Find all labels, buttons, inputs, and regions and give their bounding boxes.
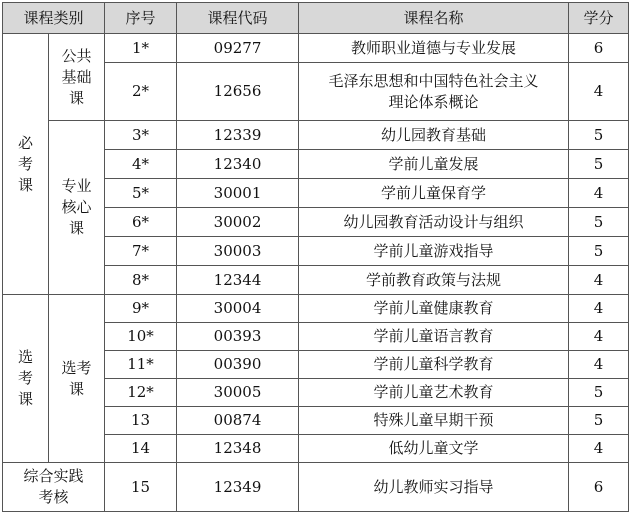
cell-name: 学前儿童发展 xyxy=(299,150,569,179)
header-category: 课程类别 xyxy=(3,3,105,34)
cell-code: 09277 xyxy=(177,34,299,63)
cell-seq: 6* xyxy=(105,208,177,237)
cell-code: 30002 xyxy=(177,208,299,237)
cell-credit: 5 xyxy=(569,379,629,407)
cell-seq: 4* xyxy=(105,150,177,179)
table-row xyxy=(3,34,629,63)
cell-code: 12340 xyxy=(177,150,299,179)
cell-seq: 2* xyxy=(105,63,177,121)
group-elective-label: 选 考 课 xyxy=(17,348,33,408)
cell-code: 30005 xyxy=(177,379,299,407)
cell-code: 12656 xyxy=(177,63,299,121)
curriculum-table xyxy=(2,2,629,512)
cell-credit: 4 xyxy=(569,323,629,351)
cell-seq: 12* xyxy=(105,379,177,407)
cell-seq: 3* xyxy=(105,121,177,150)
cell-credit: 4 xyxy=(569,295,629,323)
cell-credit: 4 xyxy=(569,63,629,121)
cell-name: 低幼儿童文学 xyxy=(299,435,569,463)
cell-seq: 15 xyxy=(105,463,177,512)
cell-name: 学前儿童健康教育 xyxy=(299,295,569,323)
table-row xyxy=(3,121,629,150)
cell-name: 教师职业道德与专业发展 xyxy=(299,34,569,63)
table-row xyxy=(3,295,629,323)
cell-name: 特殊儿童早期干预 xyxy=(299,407,569,435)
cell-code: 30004 xyxy=(177,295,299,323)
header-seq: 序号 xyxy=(105,3,177,34)
cell-code: 00390 xyxy=(177,351,299,379)
cell-name-text: 毛泽东思想和中国特色社会主义 理论体系概论 xyxy=(328,71,539,111)
group-public-basic-label: 公共 基础 课 xyxy=(61,46,92,107)
group-practice xyxy=(3,463,105,512)
cell-code: 12349 xyxy=(177,463,299,512)
group-public-basic xyxy=(49,34,105,121)
cell-credit: 5 xyxy=(569,150,629,179)
cell-name: 幼儿教师实习指导 xyxy=(299,463,569,512)
header-code: 课程代码 xyxy=(177,3,299,34)
header-credit: 学分 xyxy=(569,3,629,34)
group-professional-core xyxy=(49,121,105,295)
cell-seq: 5* xyxy=(105,179,177,208)
cell-credit: 4 xyxy=(569,179,629,208)
table-row xyxy=(3,463,629,512)
cell-code: 12344 xyxy=(177,266,299,295)
cell-credit: 6 xyxy=(569,34,629,63)
cell-name: 幼儿园教育基础 xyxy=(299,121,569,150)
cell-code: 12348 xyxy=(177,435,299,463)
cell-name: 学前教育政策与法规 xyxy=(299,266,569,295)
group-elective xyxy=(3,295,49,463)
cell-name: 学前儿童游戏指导 xyxy=(299,237,569,266)
group-required xyxy=(3,34,49,295)
cell-code: 30003 xyxy=(177,237,299,266)
cell-credit: 6 xyxy=(569,463,629,512)
group-elective-sub xyxy=(49,295,105,463)
cell-name xyxy=(299,63,569,121)
header-name: 课程名称 xyxy=(299,3,569,34)
group-required-label: 必 考 课 xyxy=(17,133,33,194)
cell-code: 00874 xyxy=(177,407,299,435)
group-professional-core-label: 专业 核心 课 xyxy=(61,177,92,237)
cell-code: 12339 xyxy=(177,121,299,150)
cell-seq: 7* xyxy=(105,237,177,266)
group-practice-label: 综合实践 考核 xyxy=(23,467,84,506)
cell-credit: 5 xyxy=(569,237,629,266)
cell-seq: 10* xyxy=(105,323,177,351)
cell-credit: 4 xyxy=(569,435,629,463)
cell-seq: 1* xyxy=(105,34,177,63)
cell-credit: 5 xyxy=(569,407,629,435)
cell-name: 学前儿童艺术教育 xyxy=(299,379,569,407)
header-row xyxy=(3,3,629,34)
cell-seq: 8* xyxy=(105,266,177,295)
cell-code: 30001 xyxy=(177,179,299,208)
group-elective-sub-label: 选考 课 xyxy=(61,358,92,398)
cell-name: 幼儿园教育活动设计与组织 xyxy=(299,208,569,237)
cell-credit: 4 xyxy=(569,266,629,295)
cell-name: 学前儿童科学教育 xyxy=(299,351,569,379)
cell-seq: 14 xyxy=(105,435,177,463)
cell-credit: 4 xyxy=(569,351,629,379)
cell-name: 学前儿童保育学 xyxy=(299,179,569,208)
cell-seq: 9* xyxy=(105,295,177,323)
cell-seq: 11* xyxy=(105,351,177,379)
cell-seq: 13 xyxy=(105,407,177,435)
cell-name: 学前儿童语言教育 xyxy=(299,323,569,351)
cell-credit: 5 xyxy=(569,208,629,237)
cell-code: 00393 xyxy=(177,323,299,351)
cell-credit: 5 xyxy=(569,121,629,150)
